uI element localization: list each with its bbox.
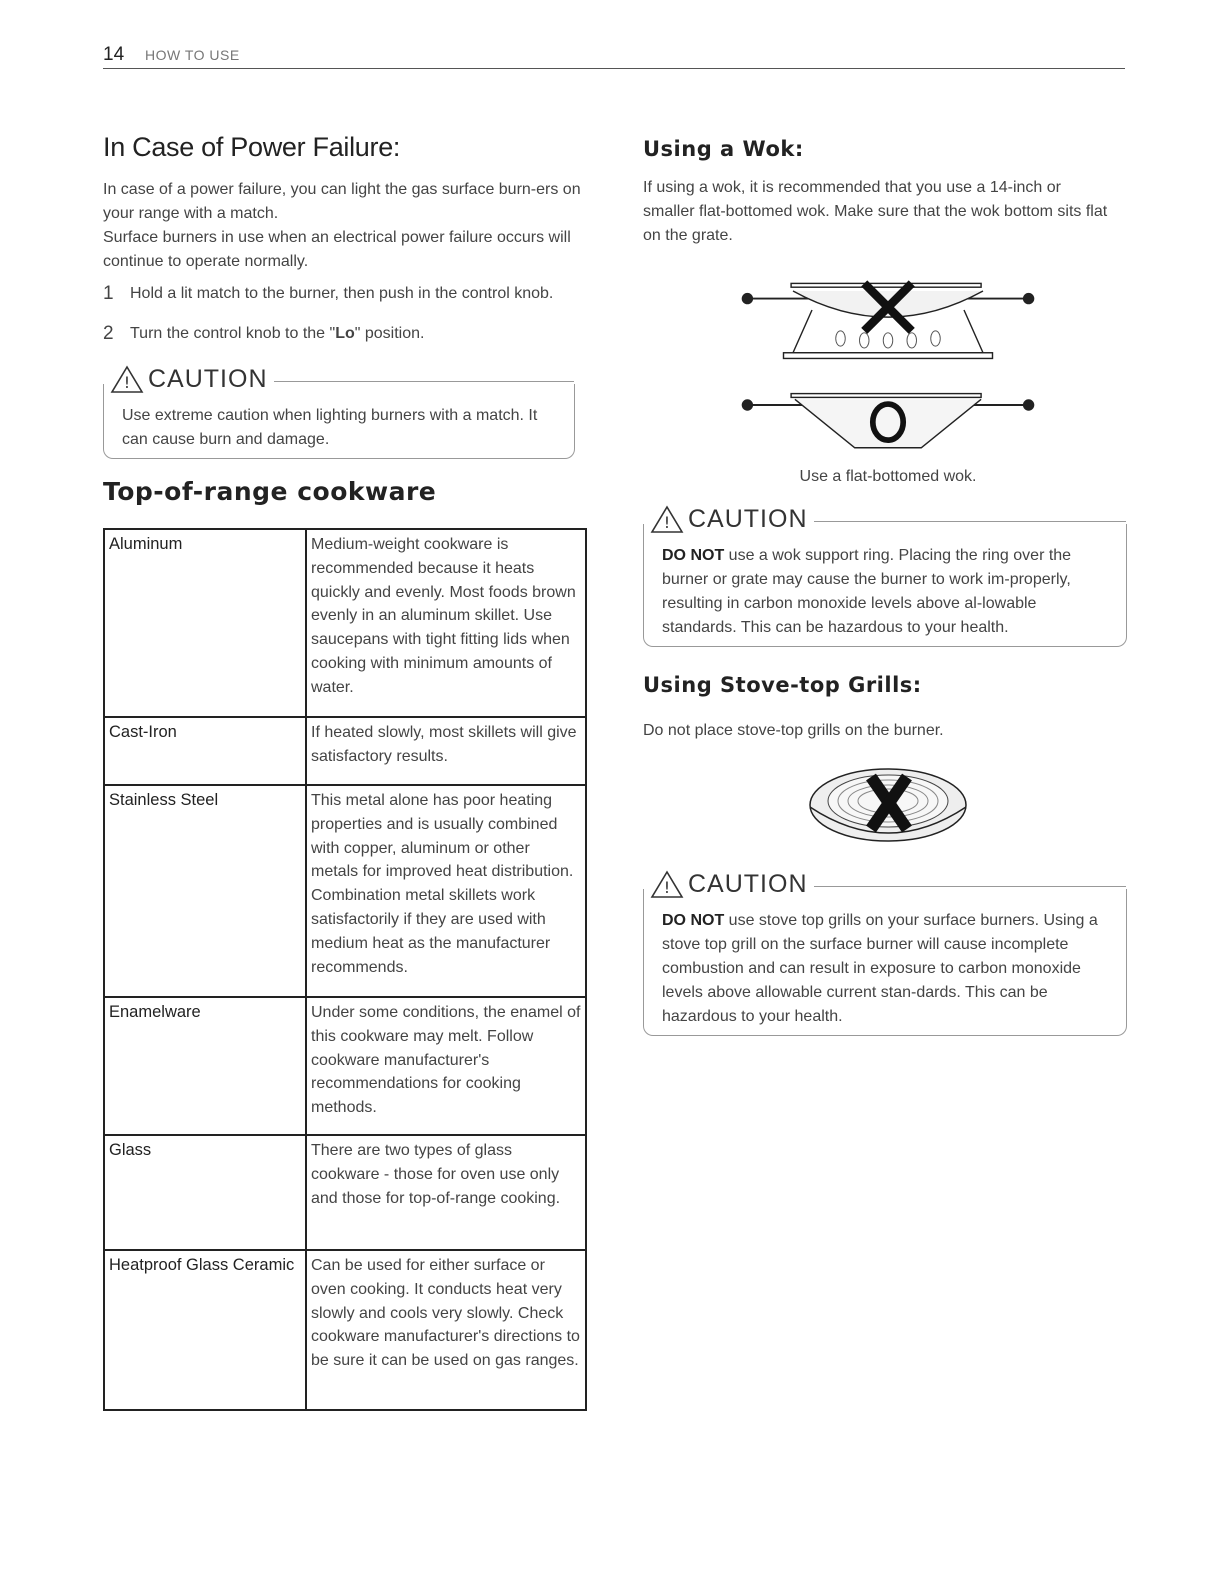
flat-wok-figure: [742, 394, 1035, 448]
step-bold-lo: Lo: [335, 325, 355, 342]
caution-box-wok: [643, 504, 1127, 647]
warning-triangle-icon: [650, 869, 684, 899]
warning-triangle-icon: [110, 364, 144, 394]
caution-title: CAUTION: [688, 504, 808, 533]
caution-bold-do-not: DO NOT: [662, 912, 725, 929]
description-cell: This metal alone has poor heating properties and is usually combined with copper, aluminum or other metals for improved heat distribution. Combination metal skillets work satisfactorily if they are used with medium heat as the manufacturer recommends.: [306, 785, 586, 997]
power-failure-intro-2: Surface burners in use when an electrical power failure occurs will continue to operate normally.: [103, 229, 571, 270]
material-cell: Enamelware: [104, 997, 306, 1135]
right-column: [643, 132, 1133, 1036]
table-row: [104, 997, 586, 1135]
step-number: 1: [103, 283, 114, 304]
description-cell: There are two types of glass cookware - those for oven use only and those for top-of-range cooking.: [306, 1135, 586, 1250]
cookware-title: Top-of-range cookware: [103, 477, 437, 506]
svg-text:!: !: [663, 513, 671, 532]
table-row: [104, 785, 586, 997]
material-cell: Aluminum: [104, 529, 306, 717]
caution-title: CAUTION: [148, 364, 268, 393]
power-failure-steps: [103, 282, 593, 346]
grills-text: Do not place stove-top grills on the burner.: [643, 722, 944, 739]
caution-text: DO NOT use stove top grills on your surface burners. Using a stove top grill on the surface burner will cause incomplete combustion and can result in exposure to carbon monoxide levels above allowable current stan-dards. This can be hazardous to your health.: [662, 912, 1098, 1025]
svg-text:!: !: [663, 878, 671, 897]
step-text: Hold a lit match to the burner, then push in the control knob.: [130, 285, 554, 302]
description-cell: Under some conditions, the enamel of this cookware may melt. Follow cookware manufacturer's recommendations for cooking methods.: [306, 997, 586, 1135]
caution-box-power: [103, 364, 575, 459]
wok-with-ring-figure: [742, 283, 1035, 358]
wok-caption: Use a flat-bottomed wok.: [799, 468, 977, 485]
caution-title: CAUTION: [688, 869, 808, 898]
table-row: [104, 529, 586, 717]
material-cell: Stainless Steel: [104, 785, 306, 997]
stove-top-grill-illustration: [803, 759, 973, 859]
svg-text:!: !: [123, 373, 131, 392]
wok-title: Using a Wok:: [643, 137, 804, 161]
wok-text: If using a wok, it is recommended that you use a 14-inch or smaller flat-bottomed wok. Make sure that the wok bottom sits flat on the grate.: [643, 179, 1108, 244]
grills-title: Using Stove-top Grills:: [643, 673, 922, 697]
step-text: Turn the control knob to the "Lo" position.: [130, 325, 425, 342]
caution-text: DO NOT use a wok support ring. Placing the ring over the burner or grate may cause the burner to work im-properly, resulting in carbon monoxide levels above al-lowable standards. This can be hazardous to your health.: [662, 547, 1072, 636]
table-row: [104, 717, 586, 785]
step-number: 2: [103, 323, 114, 344]
left-column: [103, 132, 593, 1411]
table-row: [104, 1135, 586, 1250]
step-1: [103, 282, 593, 306]
table-row: [104, 1250, 586, 1410]
material-cell: Heatproof Glass Ceramic: [104, 1250, 306, 1410]
step-2: [103, 322, 593, 346]
power-failure-title: In Case of Power Failure:: [103, 132, 401, 162]
page-number: 14: [103, 44, 125, 65]
caution-text: Use extreme caution when lighting burners with a match. It can cause burn and damage.: [122, 407, 538, 448]
power-failure-intro: In case of a power failure, you can light the gas surface burn-ers on your range with a match.: [103, 181, 581, 222]
material-cell: Glass: [104, 1135, 306, 1250]
material-cell: Cast-Iron: [104, 717, 306, 785]
wok-illustration: [728, 272, 1048, 462]
description-cell: Medium-weight cookware is recommended because it heats quickly and evenly. Most foods brown evenly in an aluminum skillet. Use saucepans with tight fitting lids when cooking with minimum amounts of water.: [306, 529, 586, 717]
section-label: HOW TO USE: [145, 47, 240, 63]
caution-bold-do-not: DO NOT: [662, 547, 725, 564]
page-header: [103, 42, 1125, 69]
description-cell: Can be used for either surface or oven cooking. It conducts heat very slowly and cools very slowly. Check cookware manufacturer's directions to be sure it can be used on gas ranges.: [306, 1250, 586, 1410]
description-cell: If heated slowly, most skillets will give satisfactory results.: [306, 717, 586, 785]
caution-box-grills: [643, 869, 1127, 1036]
cookware-table: [103, 528, 587, 1411]
warning-triangle-icon: [650, 504, 684, 534]
